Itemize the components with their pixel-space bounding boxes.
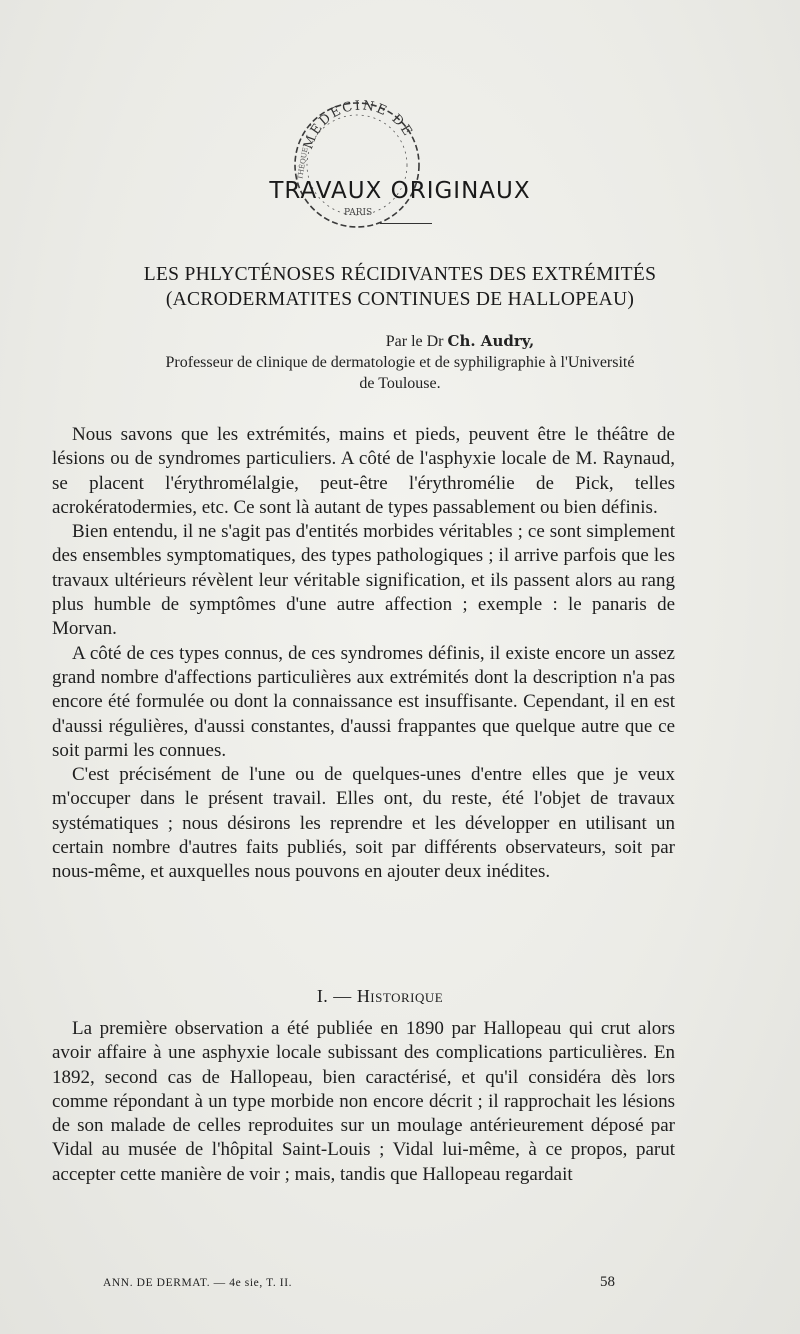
affiliation-line-1: Professeur de clinique de dermatologie et de syphiligraphie à l'Université bbox=[165, 354, 635, 371]
svg-text:MÉDECINE DE bbox=[301, 98, 416, 151]
heading-label: Historique bbox=[356, 986, 444, 1006]
article-title: LES PHLYCTÉNOSES RÉCIDIVANTES DES EXTRÉMITÉS (ACRODERMATITES CONTINUES DE HALLOPEAU) bbox=[143, 264, 657, 310]
library-stamp bbox=[282, 80, 427, 255]
introduction bbox=[52, 423, 675, 885]
footer-journal: ANN. DE DERMAT. — 4e sie, T. II. bbox=[103, 1277, 293, 1289]
paragraph: Bien entendu, il ne s'agit pas d'entités morbides véritables ; ce sont simplement des ensembles symptomatiques, des types pathologiques ; il arrive parfois que les travaux ultérieurs révèlent leur véritable signification, et ils passent alors au rang plus humble de symptômes d'une autre affection ; exemple : le panaris de Morvan. bbox=[52, 521, 675, 640]
byline bbox=[50, 331, 750, 394]
paragraph: La première observation a été publiée en 1890 par Hallopeau qui crut alors avoir affaire à une asphyxie locale subissant des complications particulières. En 1892, second cas de Hallopeau, bien caractérisé, et qu'il considéra dès lors comme répondant à un type morbide non encore décrit ; il rapprochait les lésions de son malade de celles reproduites sur un moulage antérieurement déposé par Vidal au musée de l'hôpital Saint-Louis ; Vidal lui-même, à ce propos, parut accepter cette manière de voir ; mais, tandis que Hallopeau regardait bbox=[52, 1018, 675, 1185]
section-title: TRAVAUX ORIGINAUX bbox=[269, 178, 531, 204]
paragraph: A côté de ces types connus, de ces syndromes définis, il existe encore un assez grand nombre d'affections particulières aux extrémités dont la description n'a pas encore été formulée ou dont la connaissance est insuffisante. Cependant, il en est d'aussi régulières, d'aussi constantes, d'aussi frappantes que quelque autre que ce soit parmi les connues. bbox=[52, 642, 675, 761]
title-rule bbox=[380, 223, 432, 224]
stamp-top-text: MÉDECINE DE bbox=[301, 98, 416, 152]
historique-section bbox=[52, 1017, 675, 1187]
paragraph: Nous savons que les extrémités, mains et pieds, peuvent être le théâtre de lésions ou de syndromes particuliers. A côté de l'asphyxie locale de M. Raynaud, se placent l'érythromélalgie, peut-être l'érythromélie de Pick, telles acrokératodermies, etc. Ce sont là autant de types passablement ou bien définis. bbox=[52, 424, 675, 518]
section-heading bbox=[0, 986, 760, 1007]
author-name: Ch. Audry, bbox=[447, 332, 535, 350]
byline-prefix: Par le Dr bbox=[385, 333, 444, 350]
page-number: 58 bbox=[600, 1274, 615, 1290]
heading-numeral: I. — bbox=[316, 986, 352, 1006]
stamp-left-text: THÈQUE bbox=[296, 146, 310, 181]
affiliation-line-2: de Toulouse. bbox=[359, 375, 441, 392]
stamp-bottom-text: PARIS bbox=[344, 208, 373, 218]
paragraph: C'est précisément de l'une ou de quelques-unes d'entre elles que je veux m'occuper dans le présent travail. Elles ont, du reste, été l'objet de travaux systématiques ; nous désirons les reprendre et les développer en utilisant un certain nombre d'autres faits publiés, soit par différents observateurs, soit par nous-même, et auxquelles nous pouvons en ajouter deux inédites. bbox=[52, 764, 675, 883]
